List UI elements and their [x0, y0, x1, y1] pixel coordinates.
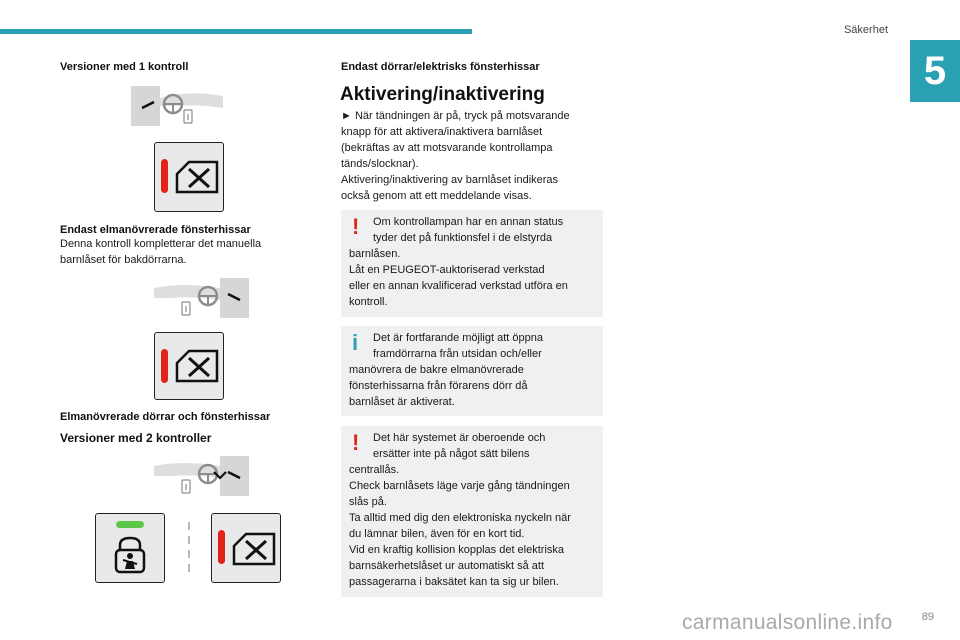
window-lock-switch-2[interactable]	[154, 332, 224, 400]
note-line: Om kontrollampan har en annan status	[373, 216, 564, 228]
window-lock-switch-3[interactable]	[211, 513, 281, 583]
instruction-line: också genom att ett meddelande visas.	[341, 190, 532, 202]
warning-note-1	[341, 210, 603, 317]
note-line: slås på.	[349, 496, 387, 508]
heading-one-control: Versioner med 1 kontroll	[60, 61, 189, 73]
led-indicator-green	[116, 521, 144, 528]
right-subheading: Endast dörrar/elektrisks fönsterhissar	[341, 61, 540, 73]
instruction-line: (bekräftas av att motsvarande kontrollampa	[341, 142, 553, 154]
dashboard-right-door-illustration	[152, 276, 252, 320]
watermark: carmanualsonline.info	[682, 611, 893, 634]
note-line: barnlåset är aktiverat.	[349, 396, 455, 408]
section-title: Aktivering/inaktivering	[340, 84, 545, 105]
note-line: eller en annan kvalificerad verkstad utföra en	[349, 280, 568, 292]
progress-bar	[0, 29, 472, 34]
note-line: Det är fortfarande möjligt att öppna	[373, 332, 543, 344]
dashboard-right-door-illustration-2	[152, 454, 252, 498]
window-lock-icon	[175, 349, 219, 383]
warning-exclamation-icon: !	[352, 214, 360, 239]
note-line: centrallås.	[349, 464, 400, 476]
instruction-line: knapp för att aktivera/inaktivera barnlåset	[341, 126, 543, 138]
led-indicator-red	[218, 530, 225, 564]
instruction-line: tänds/slocknar).	[341, 158, 419, 170]
note-line: ersätter inte på något sätt bilens	[373, 448, 530, 460]
section-label: Säkerhet	[843, 24, 888, 36]
window-lock-icon	[175, 160, 219, 194]
note-line: barnlåsen.	[349, 248, 401, 260]
warning-note-2	[341, 426, 603, 597]
info-i-icon: i	[352, 330, 359, 355]
instruction-line: Aktivering/inaktivering av barnlåset indikeras	[341, 174, 559, 186]
separator-dashed-line	[186, 522, 192, 578]
note-line: Check barnlåsets läge varje gång tändningen	[349, 480, 570, 492]
chapter-number-badge: 5	[910, 40, 960, 102]
note-line: kontroll.	[349, 296, 388, 308]
note-line: fönsterhissarna från förarens dörr då	[349, 380, 528, 392]
instruction-text	[341, 108, 603, 204]
electric-windows-heading: Endast elmanövrerade fönsterhissar	[60, 224, 251, 236]
electric-windows-text-line-1: Denna kontroll kompletterar det manuella	[60, 238, 262, 250]
note-line: barnsäkerhetslåset ur automatiskt så att	[349, 560, 545, 572]
note-line: Det här systemet är oberoende och	[373, 432, 546, 444]
dashboard-left-door-illustration	[128, 84, 228, 128]
led-indicator-red	[161, 159, 168, 193]
page-number: 89	[921, 611, 934, 623]
heading-two-controls: Versioner med 2 kontroller	[60, 431, 212, 445]
child-lock-icon	[114, 536, 146, 574]
note-line: Vid en kraftig kollision kopplas det elektriska	[349, 544, 565, 556]
note-line: framdörrarna från utsidan och/eller	[373, 348, 542, 360]
child-lock-switch[interactable]	[95, 513, 165, 583]
warning-exclamation-icon: !	[352, 430, 360, 455]
note-line: Låt en PEUGEOT-auktoriserad verkstad	[349, 264, 545, 276]
note-line: du lämnar bilen, även för en kort tid.	[349, 528, 525, 540]
note-line: manövrera de bakre elmanövrerade	[349, 364, 524, 376]
led-indicator-red	[161, 349, 168, 383]
electric-windows-text-line-2: barnlåset för bakdörrarna.	[60, 254, 187, 266]
info-note	[341, 326, 603, 416]
electric-doors-windows-heading: Elmanövrerade dörrar och fönsterhissar	[60, 411, 271, 423]
instruction-line: ► När tändningen är på, tryck på motsvarande	[341, 110, 570, 122]
window-lock-icon	[232, 532, 276, 566]
window-lock-switch-1[interactable]	[154, 142, 224, 212]
note-line: passagerarna i baksätet kan ta sig ur bilen.	[349, 576, 559, 588]
note-line: tyder det på funktionsfel i de elstyrda	[373, 232, 553, 244]
note-line: Ta alltid med dig den elektroniska nyckeln när	[349, 512, 571, 524]
